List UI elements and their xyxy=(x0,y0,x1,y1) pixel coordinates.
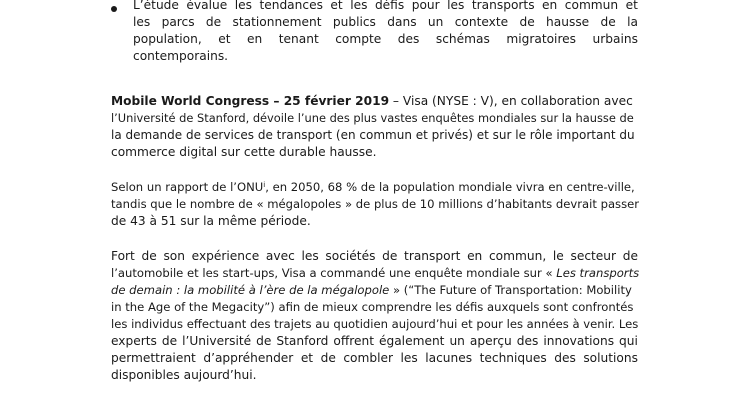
p3-line-6-text: experts de l’Université de Stanford offrent également un aperçu des innovations qui xyxy=(111,334,638,348)
p3-line-3 xyxy=(111,282,632,299)
p1-line-1-rest: – Visa (NYSE : V), en collaboration avec xyxy=(389,94,633,108)
bullet-icon xyxy=(111,6,117,12)
bullet-line-3-text: population, et en tenant compte des schémas migratoires urbains xyxy=(133,32,638,46)
dateline: Mobile World Congress – 25 février 2019 xyxy=(111,94,390,108)
p3-line-2-a: l’automobile et les start-ups, Visa a commandé une enquête mondiale sur « xyxy=(111,266,557,280)
p2-line-3: de 43 à 51 sur la même période. xyxy=(111,214,311,228)
p1-line-1 xyxy=(111,93,638,110)
p3-line-4: in the Age of the Megacity”) afin de mieux comprendre les défis auxquels sont confrontés xyxy=(111,300,634,314)
p3-title-italic-1: Les transports xyxy=(556,266,640,280)
p3-line-3-b: » (“The Future of Transportation: Mobility xyxy=(389,283,632,297)
bullet-line-3 xyxy=(133,31,638,48)
p2-line-1 xyxy=(111,179,635,196)
p3-line-2 xyxy=(111,265,639,282)
p3-line-1 xyxy=(111,248,638,265)
p1-line-4: commerce digital sur cette durable hausse. xyxy=(111,145,377,159)
p3-line-5: les individus effectuant des trajets au quotidien aujourd’hui et pour les années à venir. Les xyxy=(111,317,639,331)
p1-line-3: la demande de services de transport (en commun et privés) et sur le rôle important du xyxy=(111,128,635,142)
p1-line-2: l’Université de Stanford, dévoile l’une des plus vastes enquêtes mondiales sur la hausse de xyxy=(111,111,634,125)
p2-line-2: tandis que le nombre de « mégalopoles » de plus de 10 millions d’habitants devrait passer xyxy=(111,197,640,211)
p3-title-italic-2: de demain : la mobilité à l’ère de la mégalopole xyxy=(111,283,390,297)
p3-line-7 xyxy=(111,350,638,367)
p3-line-7-text: permettraient d’appréhender et de combler les lacunes techniques des solutions xyxy=(111,351,638,365)
bullet-line-2 xyxy=(133,14,638,31)
p2-line-1-a: Selon un rapport de l’ONU xyxy=(111,180,264,194)
p3-line-1-text: Fort de son expérience avec les sociétés de transport en commun, le secteur de xyxy=(111,249,638,263)
p3-line-6 xyxy=(111,333,638,350)
p3-line-8: disponibles aujourd’hui. xyxy=(111,368,257,382)
bullet-line-1: L’étude évalue les tendances et les défis pour les transports en commun et xyxy=(133,0,638,12)
bullet-line-4: contemporains. xyxy=(133,49,229,63)
footnote-ref[interactable]: i xyxy=(263,181,266,189)
p2-line-1-b: , en 2050, 68 % de la population mondiale vivra en centre-ville, xyxy=(265,180,635,194)
bullet-line-2-text: les parcs de stationnement publics dans un contexte de hausse de la xyxy=(133,15,638,29)
